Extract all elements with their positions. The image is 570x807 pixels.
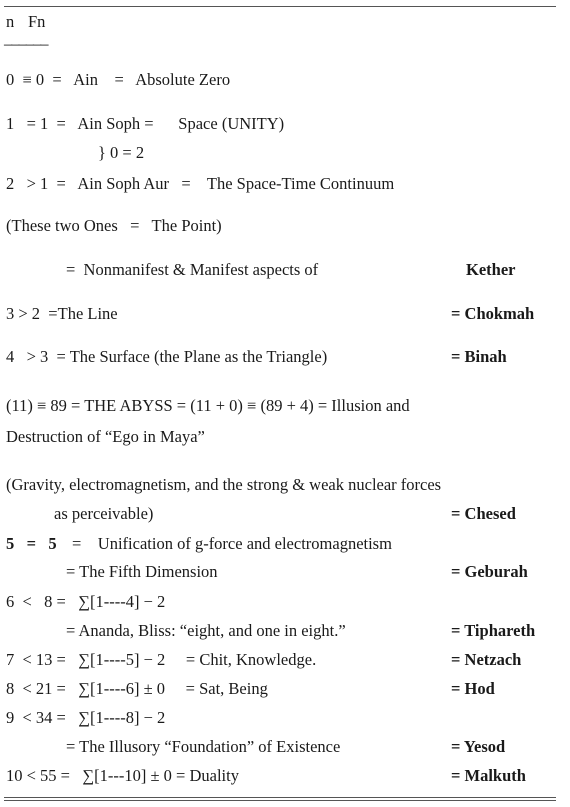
row-12: = Ananda, Bliss: “eight, and one in eight.” — [66, 621, 346, 640]
row-10: = The Fifth Dimension — [66, 562, 218, 581]
row-12-sephira: = Tiphareth — [451, 621, 536, 640]
row-17-sephira: = Malkuth — [451, 766, 526, 785]
row-0: 0 ≡ 0 = Ain = Absolute Zero — [6, 70, 231, 89]
row-8: (Gravity, electromagnetism, and the strong & weak nuclear forces — [6, 475, 442, 494]
row-5-sephira: = Chokmah — [451, 304, 535, 323]
row-15: 9 < 34 = ∑[1----8] − 2 — [6, 708, 166, 727]
row-8-cont: as perceivable) — [54, 504, 154, 523]
row-5: 3 > 2 =The Line — [6, 304, 118, 323]
row-4: = Nonmanifest & Manifest aspects of — [66, 260, 319, 279]
row-7-cont: Destruction of “Ego in Maya” — [6, 427, 205, 446]
row-14-sephira: = Hod — [451, 679, 495, 698]
row-3: (These two Ones = The Point) — [6, 216, 222, 235]
row-8-sephira: = Chesed — [451, 504, 516, 523]
row-17: 10 < 55 = ∑[1---10] ± 0 = Duality — [6, 766, 239, 785]
row-1: 1 = 1 = Ain Soph = Space (UNITY) — [6, 114, 285, 133]
row-13-sephira: = Netzach — [451, 650, 522, 669]
row-10-sephira: = Geburah — [451, 562, 528, 581]
bottom-rule — [4, 797, 556, 798]
header-underline: –––––– — [4, 34, 48, 53]
row-6-sephira: = Binah — [451, 347, 507, 366]
header-n: n — [6, 12, 15, 31]
row-6: 4 > 3 = The Surface (the Plane as the Triangle) — [6, 347, 328, 366]
row-16-sephira: = Yesod — [451, 737, 506, 756]
row-9: = Unification of g-force and electromagnetism — [72, 534, 392, 553]
row-13: 7 < 13 = ∑[1----5] − 2 = Chit, Knowledge. — [6, 650, 317, 669]
row-9-number: 5 = 5 — [6, 534, 57, 553]
row-4-sephira: Kether — [466, 260, 516, 279]
row-14: 8 < 21 = ∑[1----6] ± 0 = Sat, Being — [6, 679, 268, 698]
bottom-rule-2 — [4, 800, 556, 801]
row-7: (11) ≡ 89 = THE ABYSS = (11 + 0) ≡ (89 + 4) = Illusion and — [6, 396, 410, 415]
row-1-brace: } 0 = 2 — [98, 143, 145, 162]
top-rule — [4, 6, 556, 7]
header-fn: Fn — [28, 12, 46, 31]
row-11: 6 < 8 = ∑[1----4] − 2 — [6, 592, 166, 611]
row-16: = The Illusory “Foundation” of Existence — [66, 737, 341, 756]
row-2: 2 > 1 = Ain Soph Aur = The Space-Time Continuum — [6, 174, 395, 193]
